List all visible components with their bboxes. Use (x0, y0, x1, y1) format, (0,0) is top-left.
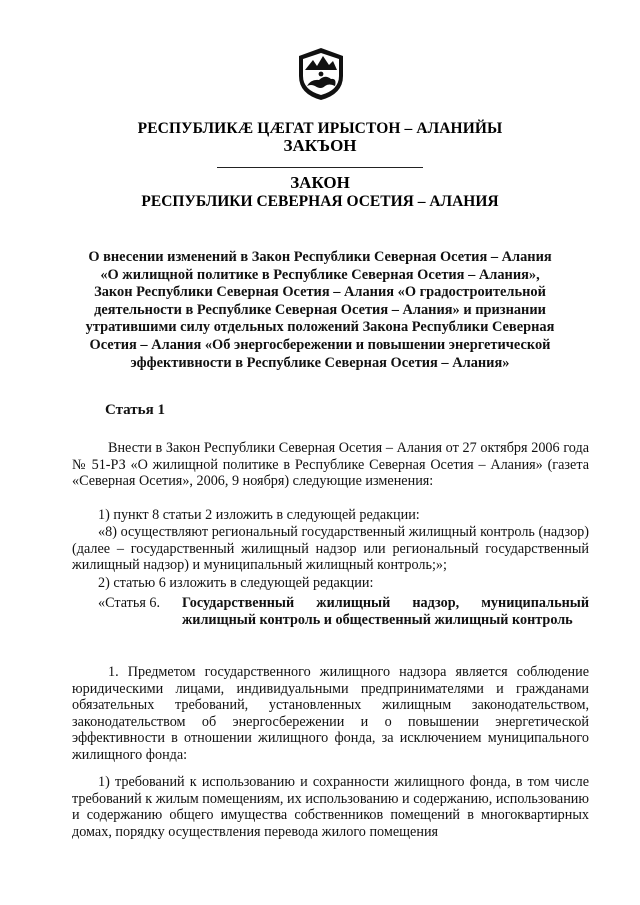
header-divider (217, 167, 423, 168)
law-title-line: Осетия – Алания «Об энергосбережении и повышении энергетической (89, 336, 551, 353)
law-title-line: «О жилищной политике в Республике Северная Осетия – Алания», (100, 266, 540, 283)
article-6-title: Государственный жилищный надзор, муниципальный жилищный контроль и общественный жилищный контроль (182, 595, 589, 628)
amendment-item-1-text: «8) осуществляют региональный государственный жилищный контроль (надзор) (далее – государственный жилищный надзор или региональный государственный жилищный надзор) и муниципальный жилищный контроль;»; (72, 524, 589, 574)
law-title-line: утратившими силу отдельных положений Закона Республики Северная (85, 319, 555, 336)
russian-republic-name: РЕСПУБЛИКИ СЕВЕРНАЯ ОСЕТИЯ – АЛАНИЯ (141, 193, 499, 210)
article-6-label: «Статья 6. (98, 595, 161, 611)
article-intro: Внести в Закон Республики Северная Осетия – Алания от 27 октября 2006 года № 51-РЗ «О жилищной политике в Республике Северная Осетия – Алания» (газета «Северная Осетия», 2006, 9 ноября) следующие изменения: (72, 440, 589, 490)
law-title (78, 249, 562, 372)
article-6-heading (98, 595, 589, 628)
law-title-line: Закон Республики Северная Осетия – Алания «О градостроительной (94, 284, 546, 301)
article-heading: Статья 1 (105, 402, 165, 418)
law-title-line: деятельности в Республике Северная Осетия – Алания» и признании (94, 301, 546, 318)
coat-of-arms-emblem-icon (295, 46, 347, 102)
law-title-line: О внесении изменений в Закон Республики Северная Осетия – Алания (88, 249, 552, 265)
amendment-item-2: 2) статью 6 изложить в следующей редакции: (98, 575, 374, 591)
amendment-item-1: 1) пункт 8 статьи 2 изложить в следующей редакции: (98, 507, 420, 523)
ossetian-law-word: ЗАКЪОН (283, 136, 357, 155)
paragraph-1-item-1: 1) требований к использованию и сохранности жилищного фонда, в том числе требований к жилым помещениям, их использованию и содержанию, использованию и содержанию общего имущества собственников помещений в многоквартирных домах, порядку осуществления перевода жилого помещения (72, 774, 589, 840)
paragraph-1: 1. Предметом государственного жилищного надзора является соблюдение юридическими лицами, индивидуальными предпринимателями и гражданами обязательных требований, установленных жилищным законодательством, законодательством об энергосбережении и о повышении энергетической эффективности в отношении жилищного фонда, за исключением муниципального жилищного фонда: (72, 664, 589, 763)
law-word: ЗАКОН (290, 173, 350, 192)
ossetian-republic-name: РЕСПУБЛИКӔ ЦӔГАТ ИРЫСТОН – АЛАНИЙЫ (137, 120, 503, 137)
law-title-line: эффективности в Республике Северная Осетия – Алания» (130, 354, 510, 371)
